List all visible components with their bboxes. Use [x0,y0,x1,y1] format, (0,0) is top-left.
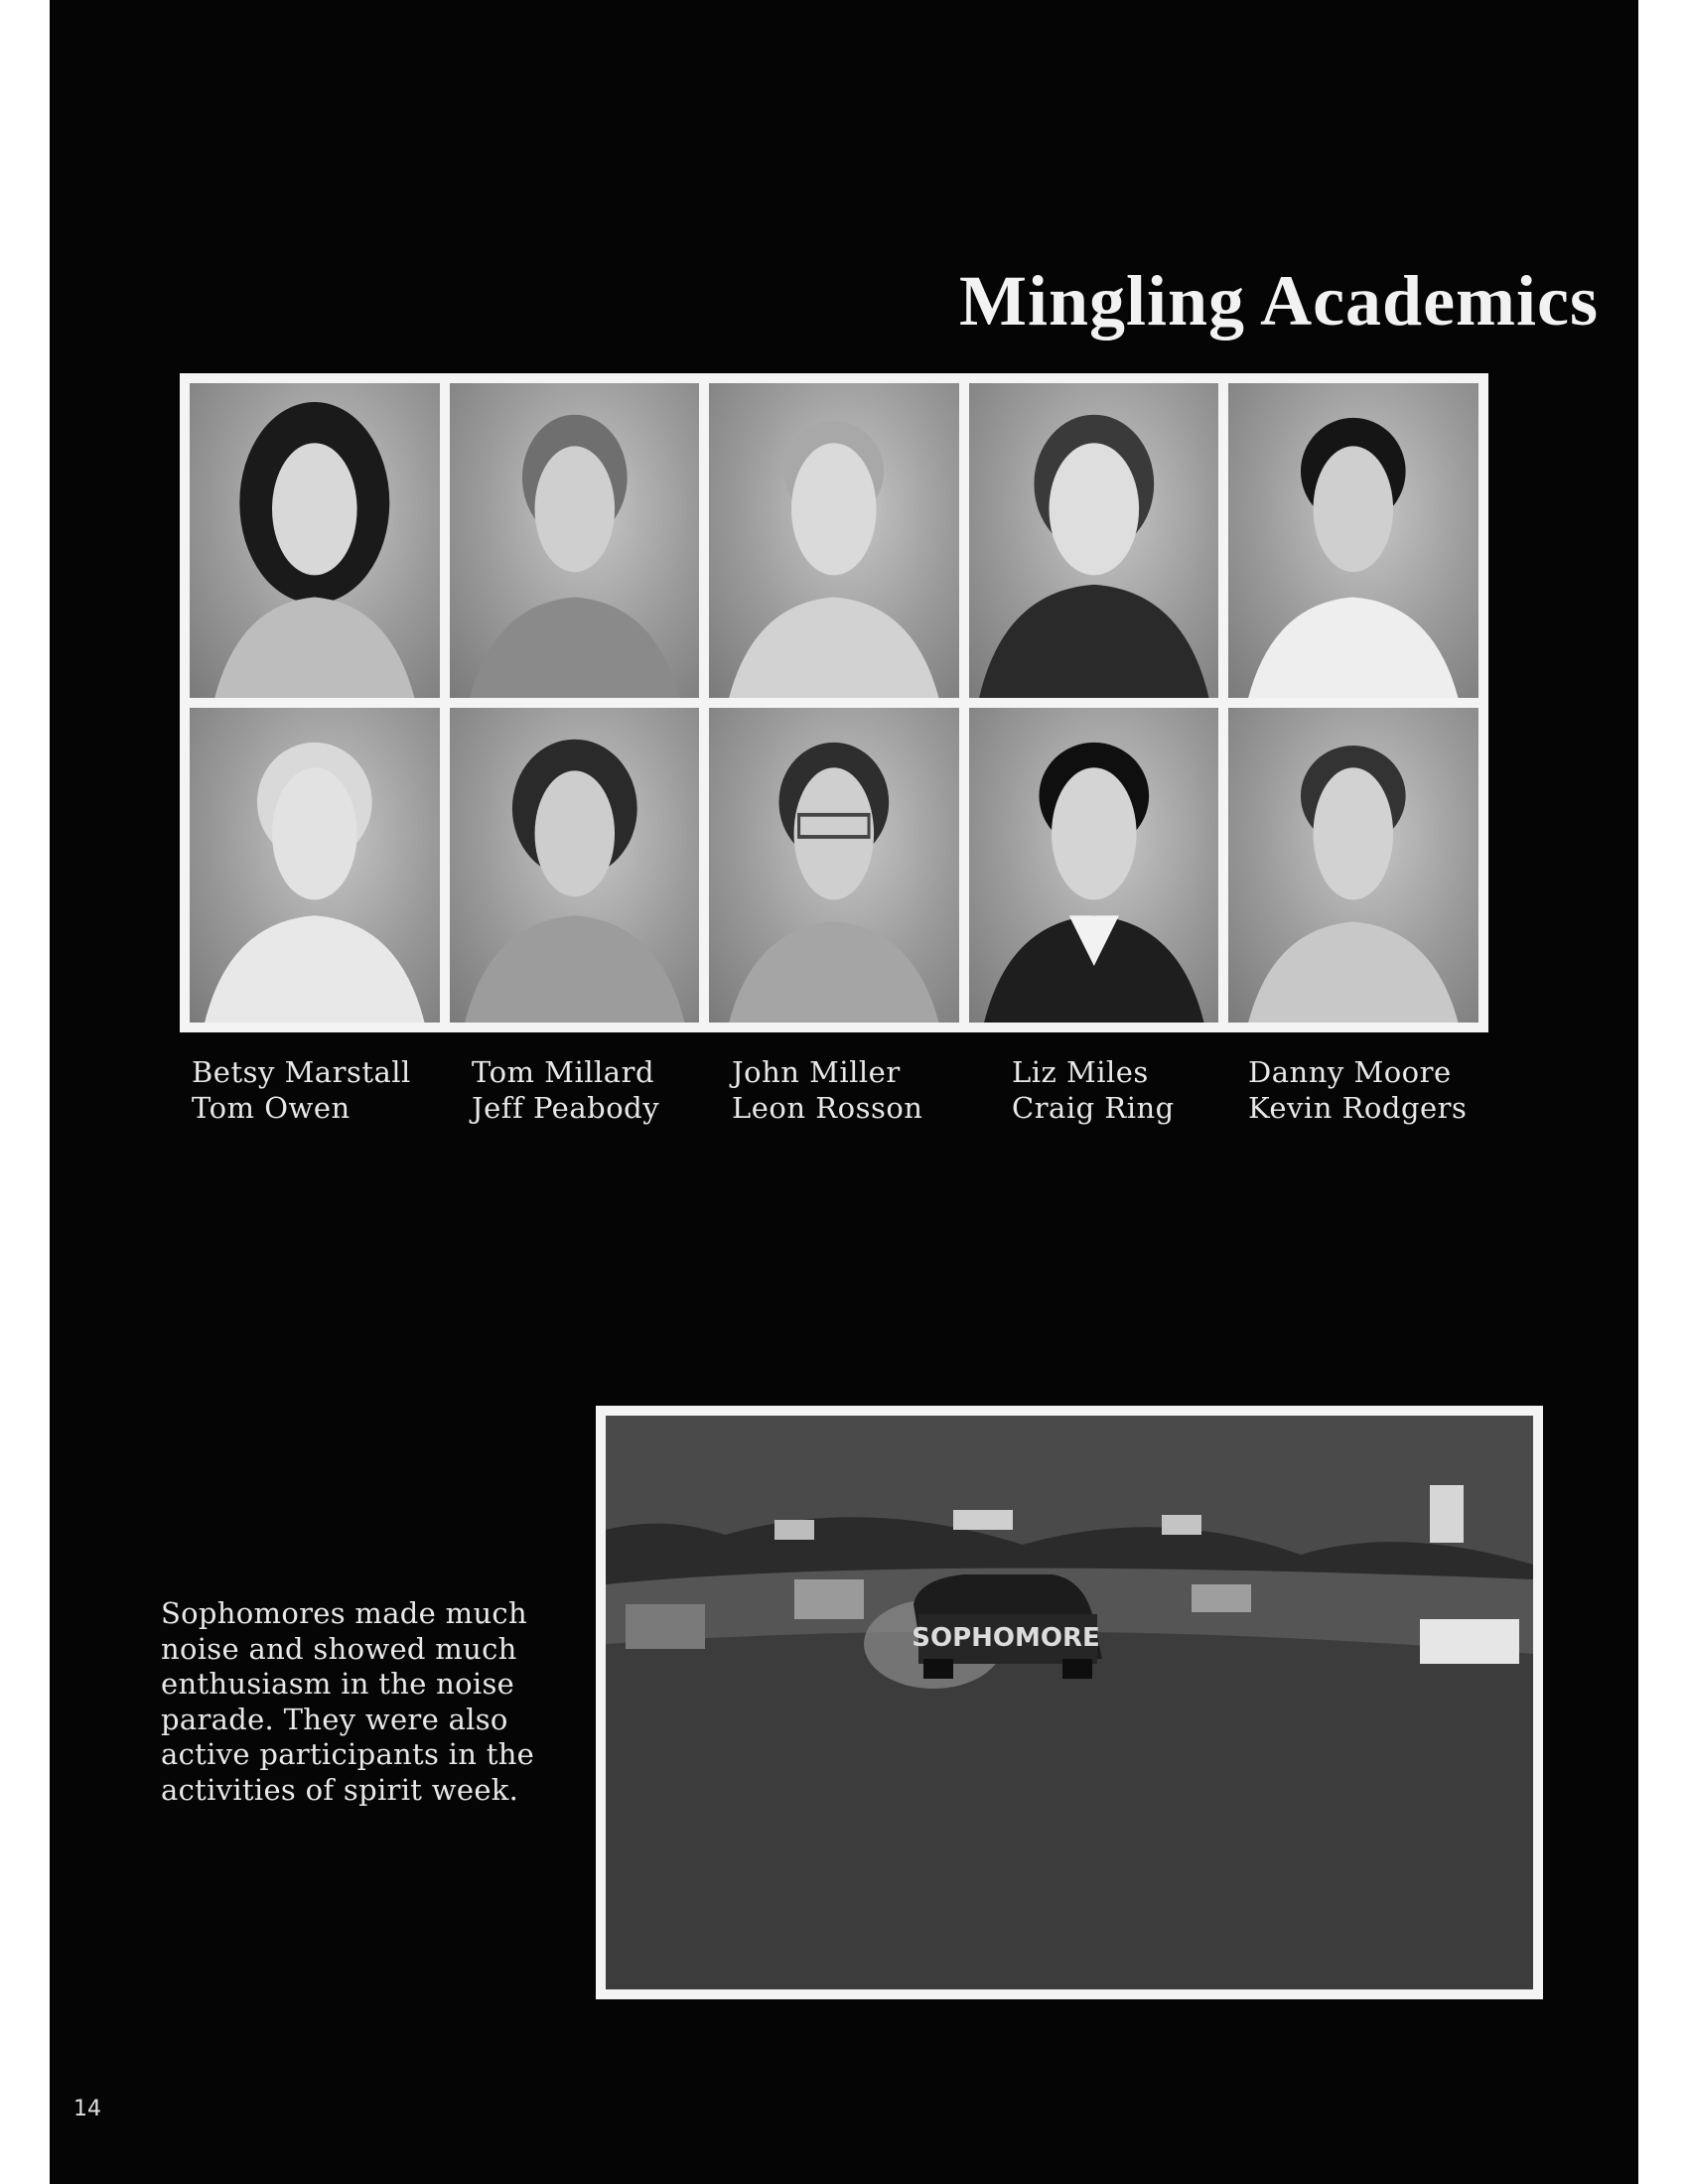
portrait-photo-icon [1228,708,1478,1023]
photo-caption [161,1596,578,1808]
name-list [192,1054,1512,1126]
caption-line: Sophomores made much [161,1596,527,1630]
student-name: Betsy Marstall [192,1055,411,1089]
portrait-photo-icon [450,383,700,698]
student-name: Leon Rosson [732,1091,923,1125]
name-column [1248,1054,1506,1126]
student-name: Kevin Rodgers [1248,1091,1468,1125]
page-title: Mingling Academics [959,261,1599,341]
caption-line: parade. They were also [161,1702,508,1736]
portrait-photo-icon [969,383,1219,698]
student-name: Tom Owen [192,1091,351,1125]
portrait-photo-icon [709,383,959,698]
page-number: 14 [73,2097,101,2121]
portrait-grid-frame [180,373,1488,1032]
portrait-photo-icon [709,708,959,1023]
portrait-photo-icon [450,708,700,1023]
student-name: Danny Moore [1248,1055,1452,1089]
portrait-photo-icon [190,383,440,698]
student-name: Craig Ring [1012,1091,1175,1125]
portrait-photo-icon [1228,383,1478,698]
name-column [472,1054,732,1126]
yearbook-page [50,0,1638,2184]
student-name: Liz Miles [1012,1055,1149,1089]
portrait-photo-icon [969,708,1219,1023]
student-name: Jeff Peabody [472,1091,660,1125]
caption-line: active participants in the [161,1737,535,1771]
name-column [1012,1054,1248,1126]
student-name: John Miller [732,1055,901,1089]
caption-line: enthusiasm in the noise [161,1667,515,1701]
car-sign-text: SOPHOMORE [912,1623,1100,1653]
name-column [732,1054,1012,1126]
caption-line: noise and showed much [161,1631,517,1666]
student-name: Tom Millard [472,1055,655,1089]
portrait-photo-icon [190,708,440,1023]
portrait-grid [190,383,1478,1023]
caption-line: activities of spirit week. [161,1772,519,1807]
parade-photo [596,1406,1543,1999]
name-column [192,1054,472,1126]
parade-photo-icon [606,1416,1533,1989]
